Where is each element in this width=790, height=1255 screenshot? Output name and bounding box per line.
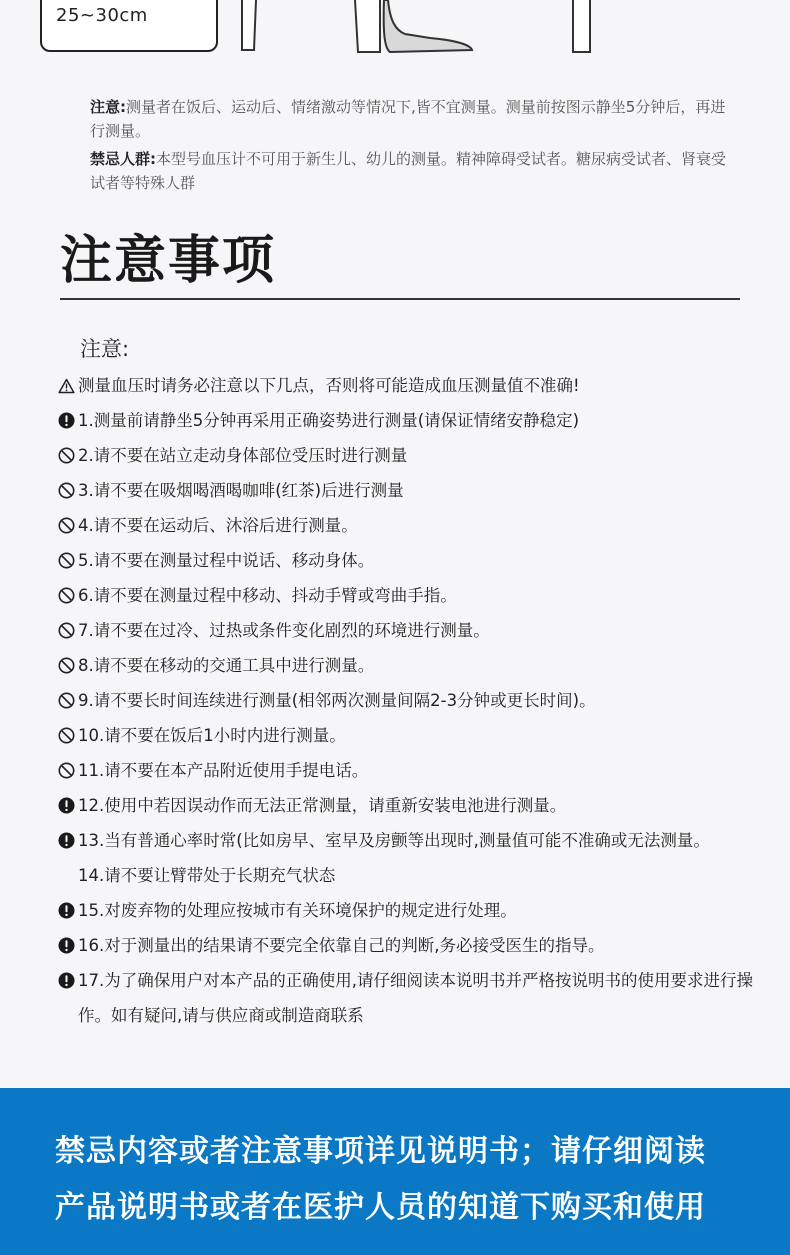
list-item-text: 10.请不要在饭后1小时内进行测量。 — [78, 726, 346, 745]
exclamation-circle-icon — [58, 928, 76, 963]
list-item-text: 测量血压时请务必注意以下几点，否则将可能造成血压测量值不准确! — [78, 376, 580, 395]
prohibited-icon — [58, 508, 76, 543]
section-title: 注意事项 — [60, 231, 277, 291]
list-item — [58, 788, 758, 823]
list-item-text: 1.测量前请静坐5分钟再采用正确姿势进行测量(请保证情绪安静稳定) — [78, 411, 580, 430]
list-item — [58, 403, 758, 438]
list-item-text: 9.请不要长时间连续进行测量(相邻两次测量间隔2-3分钟或更长时间)。 — [78, 691, 596, 710]
list-item-text: 4.请不要在运动后、沐浴后进行测量。 — [78, 516, 358, 535]
measurement-posture-illustration — [0, 0, 790, 70]
list-item-text: 11.请不要在本产品附近使用手提电话。 — [78, 761, 369, 780]
list-item-text: 3.请不要在吸烟喝酒喝咖啡(红茶)后进行测量 — [78, 481, 404, 500]
list-item-text: 13.当有普通心率时常(比如房早、室早及房颤等出现时,测量值可能不准确或无法测量。 — [78, 831, 710, 850]
arm-circumference-box — [40, 0, 218, 52]
list-item — [58, 508, 758, 543]
precautions-list — [58, 368, 758, 1033]
prohibited-icon — [58, 718, 76, 753]
list-item-text: 12.使用中若因误动作而无法正常测量，请重新安装电池进行测量。 — [78, 796, 567, 815]
list-item — [58, 928, 758, 963]
list-item — [58, 718, 758, 753]
list-item — [58, 473, 758, 508]
list-item — [58, 753, 758, 788]
list-item-text: 5.请不要在测量过程中说话、移动身体。 — [78, 551, 375, 570]
exclamation-circle-icon — [58, 963, 76, 998]
list-item-text: 7.请不要在过冷、过热或条件变化剧烈的环境进行测量。 — [78, 621, 490, 640]
exclamation-circle-icon — [58, 403, 76, 438]
list-item — [58, 823, 758, 858]
exclamation-circle-icon — [58, 823, 76, 858]
prohibited-icon — [58, 438, 76, 473]
list-item — [58, 648, 758, 683]
list-item-text: 17.为了确保用户对本产品的正确使用,请仔细阅读本说明书并严格按说明书的使用要求进行操作。如有疑问,请与供应商或制造商联系 — [78, 971, 753, 1025]
banner-line-2: 产品说明书或者在医护人员的知道下购买和使用 — [55, 1190, 706, 1225]
list-item — [58, 893, 758, 928]
prohibited-icon — [58, 753, 76, 788]
usage-notes — [90, 95, 740, 199]
list-item-text: 15.对废弃物的处理应按城市有关环境保护的规定进行处理。 — [78, 901, 517, 920]
list-item — [58, 683, 758, 718]
banner-line-1: 禁忌内容或者注意事项详见说明书；请仔细阅读 — [55, 1134, 706, 1169]
size-range-label: 25~30cm — [56, 5, 148, 26]
contraindication-paragraph — [90, 147, 740, 195]
note-paragraph — [90, 95, 740, 143]
warning-triangle-icon — [58, 368, 76, 403]
list-item — [58, 613, 758, 648]
list-item-text: 8.请不要在移动的交通工具中进行测量。 — [78, 656, 375, 675]
prohibited-icon — [58, 473, 76, 508]
contraindication-text: 本型号血压计不可用于新生儿、幼儿的测量。精神障碍受试者。糖尿病受试者、肾衰受试者等特殊人群 — [90, 150, 727, 192]
title-divider — [60, 298, 740, 300]
bottom-banner — [0, 1088, 790, 1255]
prohibited-icon — [58, 613, 76, 648]
prohibited-icon — [58, 683, 76, 718]
list-item — [58, 578, 758, 613]
list-item-text: 6.请不要在测量过程中移动、抖动手臂或弯曲手指。 — [78, 586, 457, 605]
posture-drawing — [230, 0, 630, 60]
contraindication-label: 禁忌人群: — [90, 150, 156, 168]
attention-label: 注意: — [80, 337, 130, 361]
list-item-text: 16.对于测量出的结果请不要完全依靠自己的判断,务必接受医生的指导。 — [78, 936, 605, 955]
list-item — [58, 543, 758, 578]
prohibited-icon — [58, 578, 76, 613]
exclamation-circle-icon — [58, 788, 76, 823]
list-item — [58, 858, 758, 893]
list-item — [58, 438, 758, 473]
prohibited-icon — [58, 543, 76, 578]
note-label: 注意: — [90, 98, 126, 116]
list-item-text: 2.请不要在站立走动身体部位受压时进行测量 — [78, 446, 408, 465]
list-item — [58, 368, 758, 403]
note-text: 测量者在饭后、运动后、情绪激动等情况下,皆不宜测量。测量前按图示静坐5分钟后，再进行测量。 — [90, 98, 726, 140]
list-item — [58, 963, 758, 1033]
list-item-text: 14.请不要让臂带处于长期充气状态 — [78, 866, 336, 885]
prohibited-icon — [58, 648, 76, 683]
exclamation-circle-icon — [58, 893, 76, 928]
